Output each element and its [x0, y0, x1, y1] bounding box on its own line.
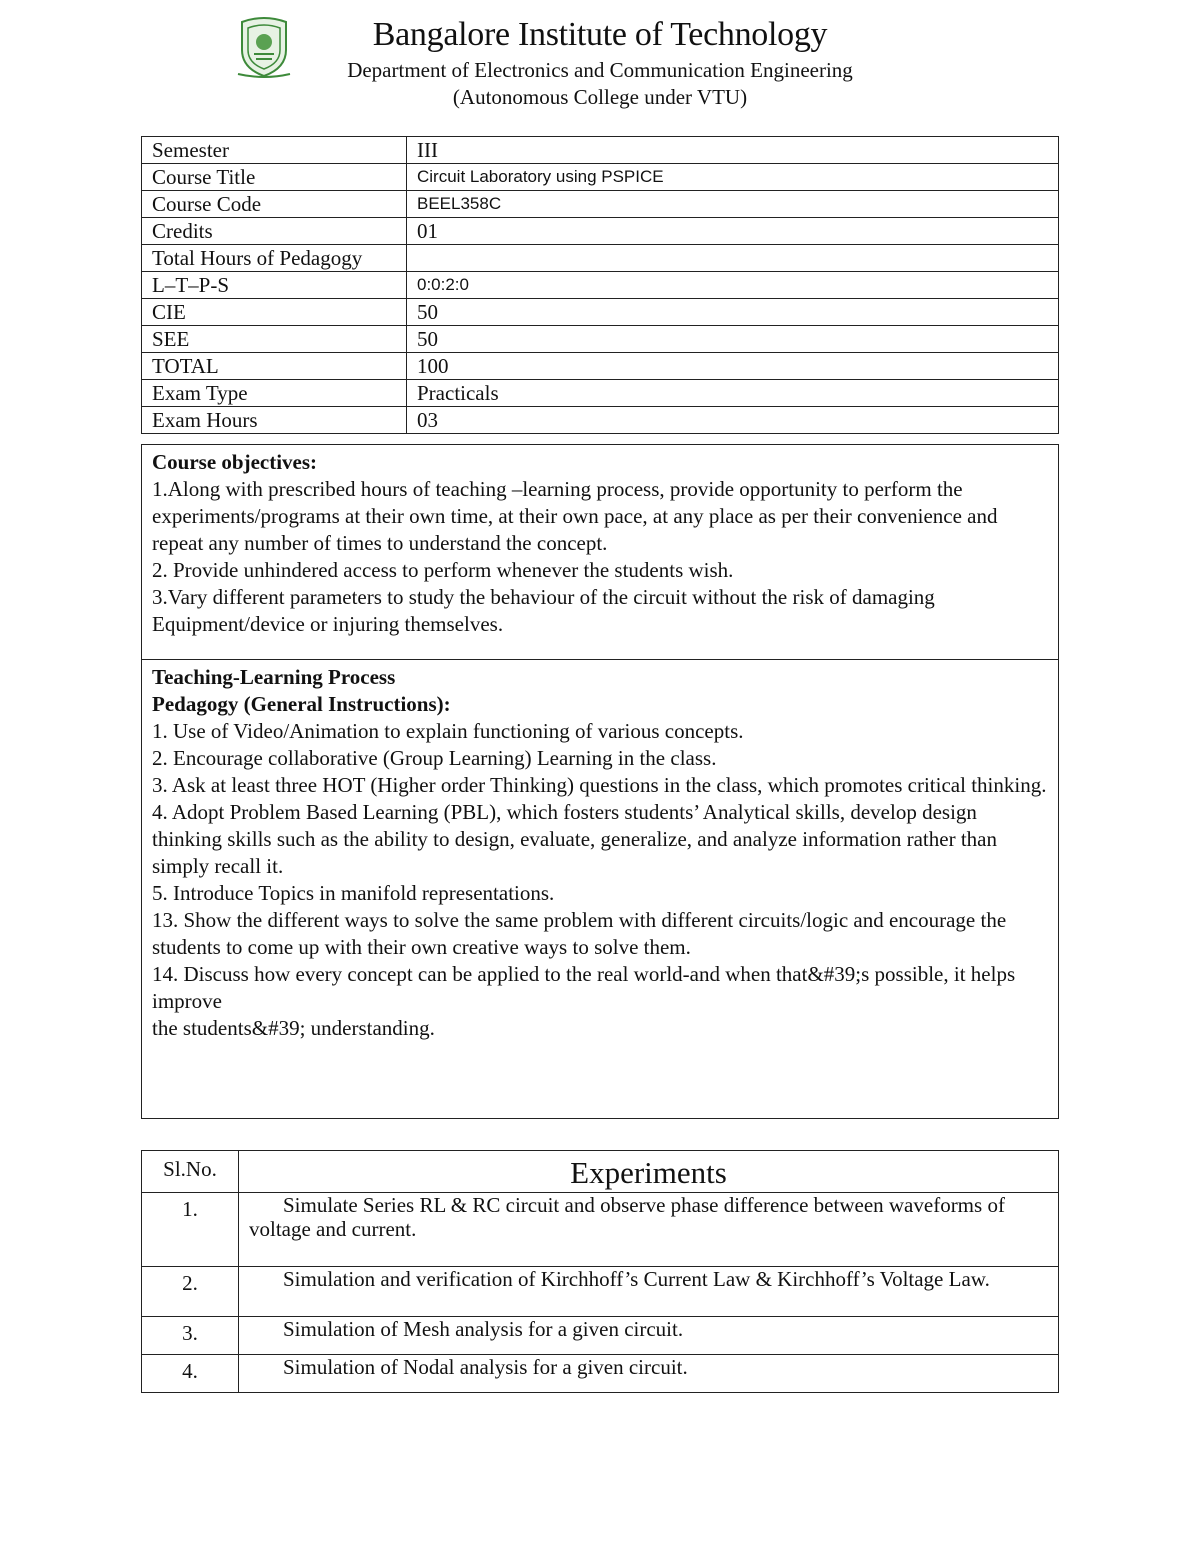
- info-value: III: [407, 137, 1059, 164]
- table-row: [142, 1193, 1059, 1267]
- experiment-cell: [239, 1267, 1059, 1317]
- table-row: [142, 353, 1059, 380]
- table-row: [142, 191, 1059, 218]
- table-row: [142, 1317, 1059, 1355]
- experiment-text: Simulate Series RL & RC circuit and observe phase difference between waveforms of: [283, 1193, 1005, 1217]
- table-row: [142, 218, 1059, 245]
- info-label: Semester: [142, 137, 407, 164]
- experiments-table: [141, 1150, 1059, 1393]
- info-label: CIE: [142, 299, 407, 326]
- experiment-number: 4.: [142, 1355, 239, 1393]
- pedagogy-item: 14. Discuss how every concept can be applied to the real world-and when that&#39;s possible, it helps improve: [152, 962, 1016, 1013]
- table-header-row: [142, 1151, 1059, 1193]
- objectives-heading: Course objectives:: [152, 450, 318, 474]
- info-label: Exam Hours: [142, 407, 407, 434]
- teaching-learning-box: [141, 659, 1059, 1119]
- institution-name: Bangalore Institute of Technology: [372, 16, 828, 53]
- experiment-text: Simulation of Mesh analysis for a given circuit.: [283, 1317, 684, 1341]
- department-name: Department of Electronics and Communication Engineering: [347, 58, 853, 82]
- info-value: Practicals: [407, 380, 1059, 407]
- info-value: [407, 245, 1059, 272]
- info-label: Course Title: [142, 164, 407, 191]
- pedagogy-item: 2. Encourage collaborative (Group Learning) Learning in the class.: [152, 746, 717, 770]
- info-label: L–T–P-S: [142, 272, 407, 299]
- sl-no-header: Sl.No.: [142, 1151, 239, 1193]
- experiment-number: 2.: [142, 1267, 239, 1317]
- info-value: 01: [407, 218, 1059, 245]
- table-row: [142, 245, 1059, 272]
- pedagogy-item: 4. Adopt Problem Based Learning (PBL), which fosters students’ Analytical skills, develop design thinking skills such as the ability to design, evaluate, generalize, and analyze information rather than simply recall it.: [152, 800, 997, 878]
- experiment-number: 3.: [142, 1317, 239, 1355]
- info-value: 100: [407, 353, 1059, 380]
- objective-item: 2. Provide unhindered access to perform whenever the students wish.: [152, 558, 734, 582]
- info-value: 0:0:2:0: [407, 272, 1059, 299]
- experiment-number: 1.: [142, 1193, 239, 1267]
- pedagogy-heading: Pedagogy (General Instructions):: [152, 692, 451, 716]
- table-row: [142, 272, 1059, 299]
- objective-item: 3.Vary different parameters to study the behaviour of the circuit without the risk of damaging Equipment/device or injuring themselves.: [152, 585, 935, 636]
- table-row: [142, 407, 1059, 434]
- info-value: 50: [407, 326, 1059, 353]
- table-row: [142, 380, 1059, 407]
- experiment-cell: [239, 1193, 1059, 1267]
- info-label: TOTAL: [142, 353, 407, 380]
- pedagogy-item: 13. Show the different ways to solve the same problem with different circuits/logic and encourage the: [152, 908, 1007, 932]
- info-label: SEE: [142, 326, 407, 353]
- experiments-header: Experiments: [239, 1151, 1059, 1193]
- experiment-text: Simulation of Nodal analysis for a given circuit.: [283, 1355, 688, 1379]
- table-row: [142, 299, 1059, 326]
- experiment-cell: [239, 1355, 1059, 1393]
- info-label: Course Code: [142, 191, 407, 218]
- objective-item: 1.Along with prescribed hours of teaching –learning process, provide opportunity to perform the experiments/programs at their own time, at their own pace, at any place as per their convenience and repeat any number of times to understand the concept.: [152, 477, 998, 555]
- info-label: Total Hours of Pedagogy: [142, 245, 407, 272]
- info-value: BEEL358C: [407, 191, 1059, 218]
- autonomy-note: (Autonomous College under VTU): [452, 85, 748, 109]
- table-row: [142, 1355, 1059, 1393]
- experiment-text-continued: voltage and current.: [249, 1217, 417, 1241]
- info-value: Circuit Laboratory using PSPICE: [407, 164, 1059, 191]
- pedagogy-item: the students&#39; understanding.: [152, 1016, 435, 1040]
- info-label: Exam Type: [142, 380, 407, 407]
- pedagogy-item: 1. Use of Video/Animation to explain functioning of various concepts.: [152, 719, 744, 743]
- table-row: [142, 164, 1059, 191]
- experiment-cell: [239, 1317, 1059, 1355]
- table-row: [142, 1267, 1059, 1317]
- info-value: 03: [407, 407, 1059, 434]
- teaching-heading: Teaching-Learning Process: [152, 665, 396, 689]
- experiment-text: Simulation and verification of Kirchhoff’s Current Law & Kirchhoff’s Voltage Law.: [283, 1267, 990, 1291]
- course-info-table: [141, 136, 1059, 434]
- pedagogy-item: 5. Introduce Topics in manifold representations.: [152, 881, 555, 905]
- table-row: [142, 326, 1059, 353]
- pedagogy-item: students to come up with their own creative ways to solve them.: [152, 935, 691, 959]
- course-objectives-box: [141, 444, 1059, 660]
- info-value: 50: [407, 299, 1059, 326]
- info-label: Credits: [142, 218, 407, 245]
- pedagogy-item: 3. Ask at least three HOT (Higher order Thinking) questions in the class, which promotes critical thinking.: [152, 773, 1047, 797]
- table-row: [142, 137, 1059, 164]
